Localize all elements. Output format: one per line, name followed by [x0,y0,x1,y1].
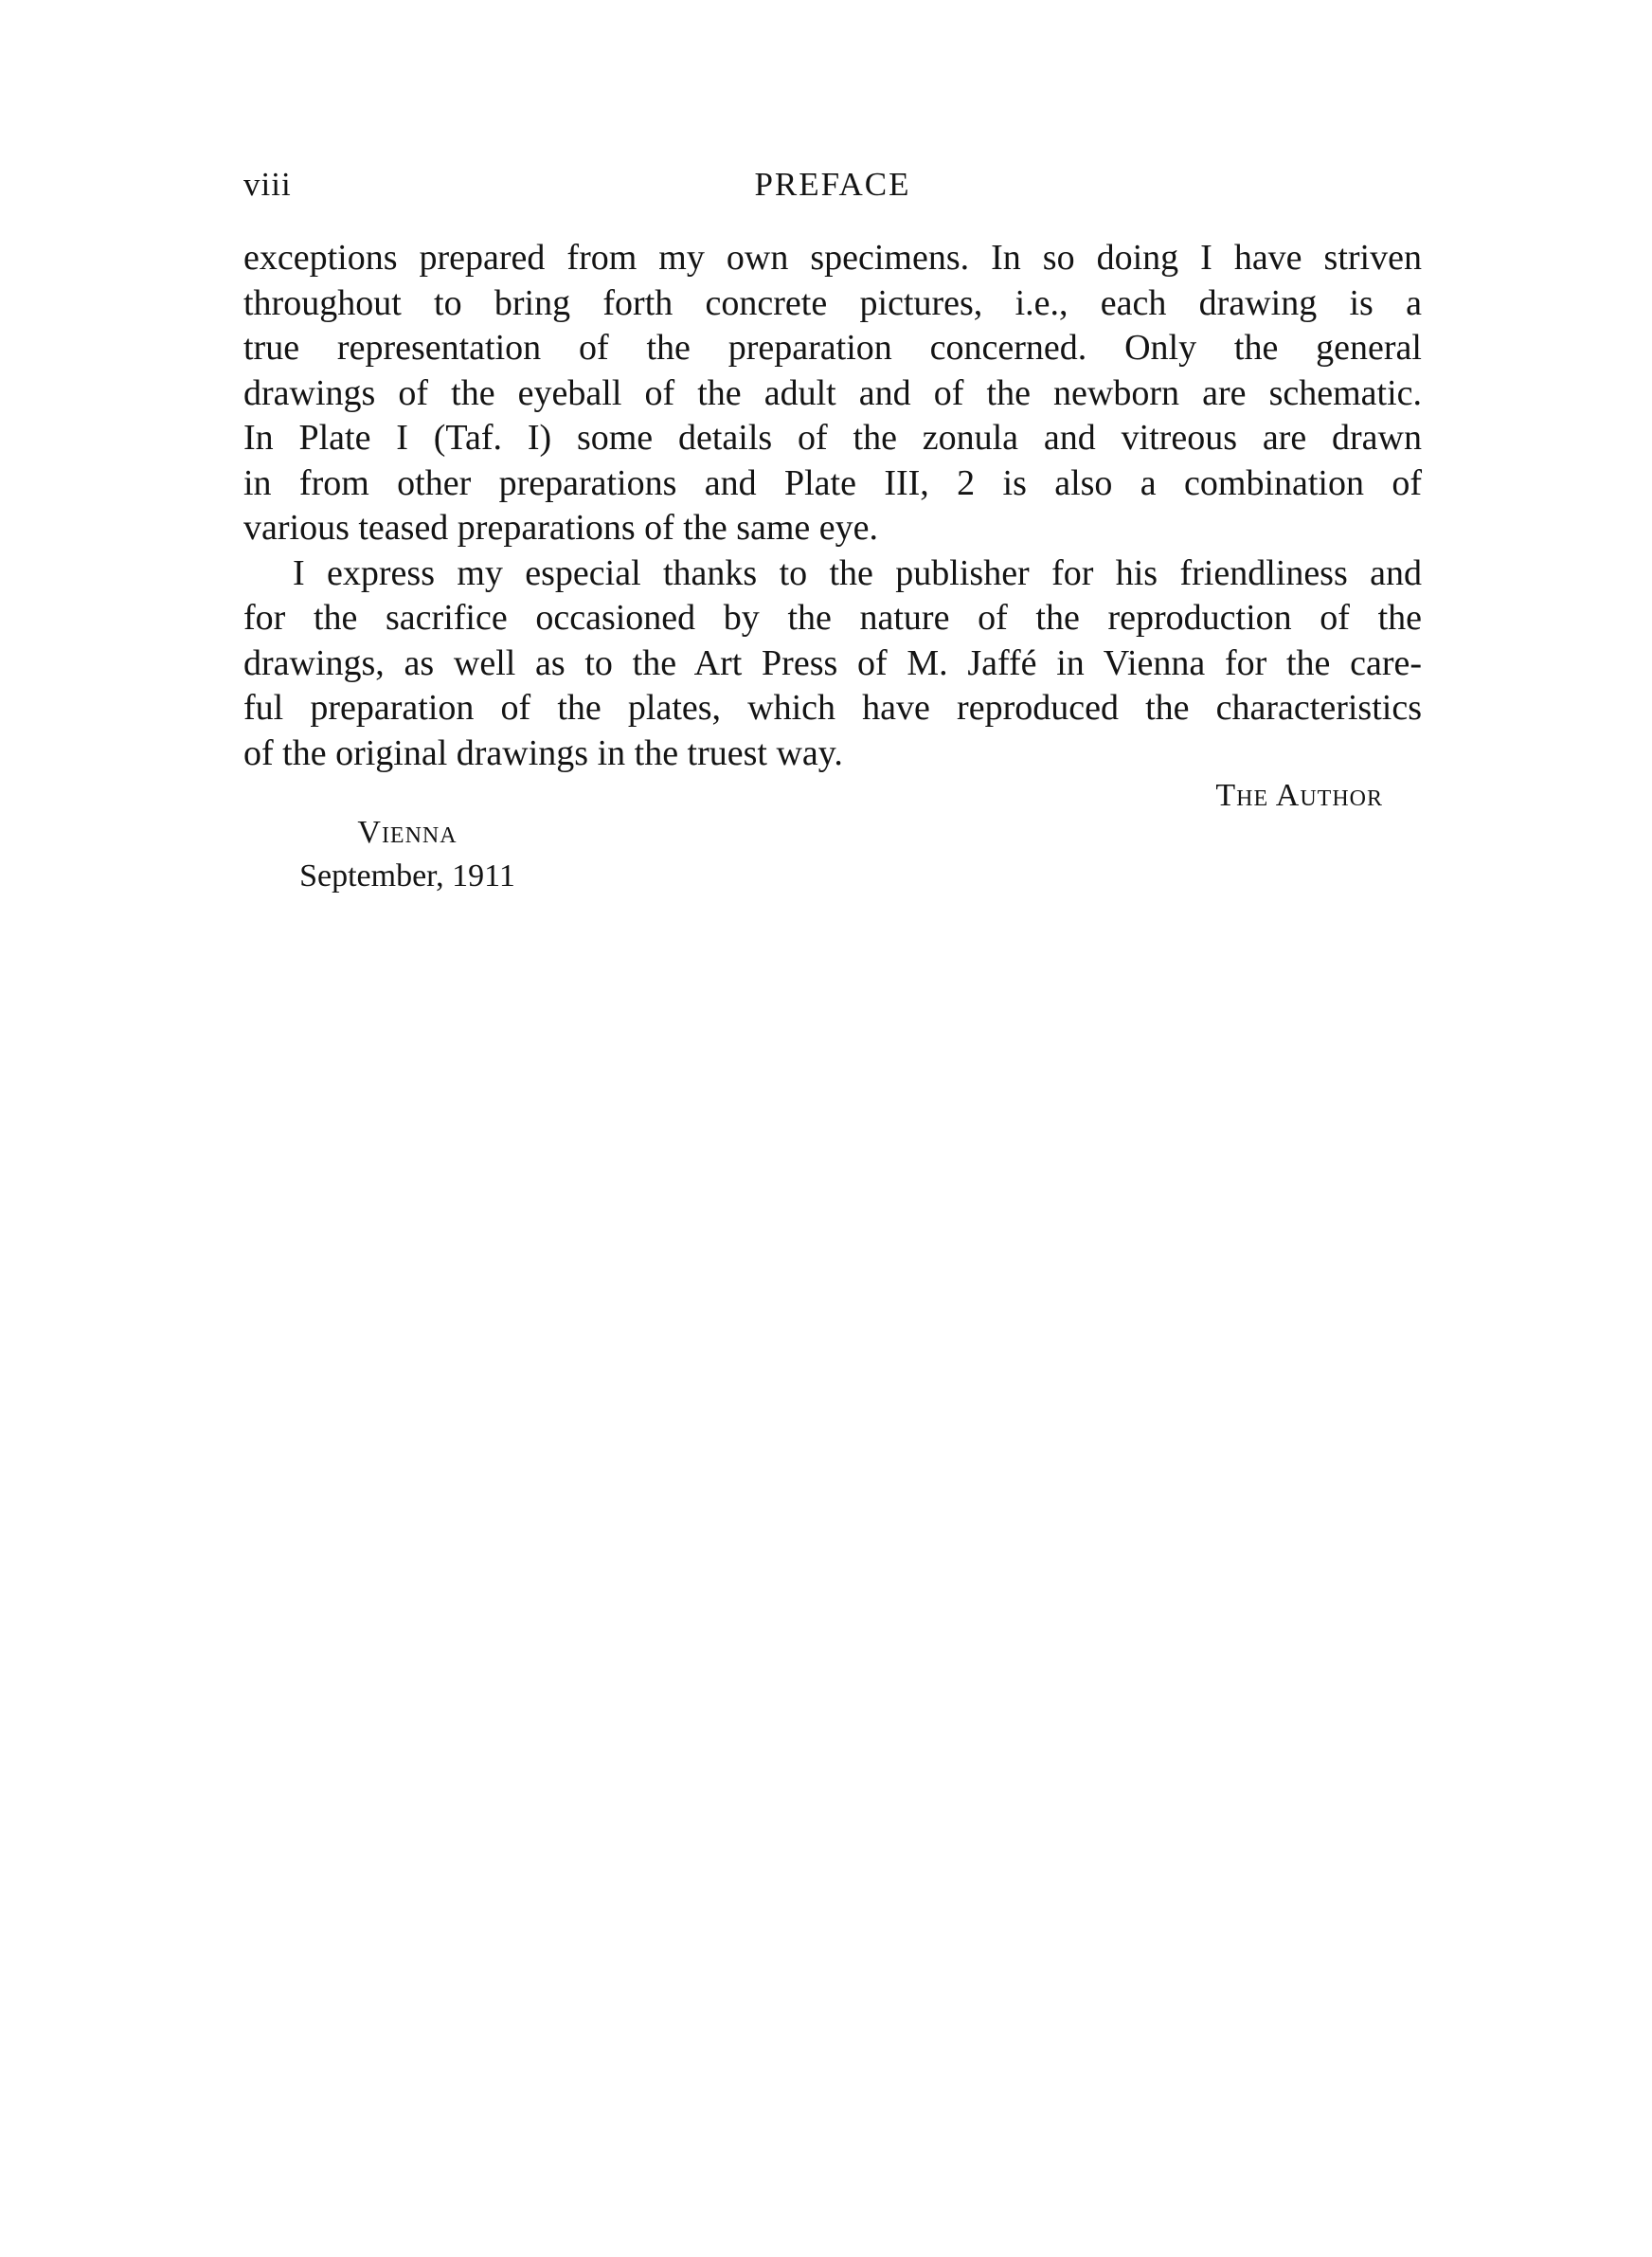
text-line: In Plate I (Taf. I) some details of the zonula and vitreous are drawn [243,418,1422,458]
place-date-block [275,811,540,898]
text-line: drawings of the eyeball of the adult and of the newborn are schematic. [243,372,1422,413]
text-line: exceptions prepared from my own specimens. In so doing I have striven [243,238,1422,278]
preface-body [243,236,1422,776]
text-line: drawings, as well as to the Art Press of M. Jaffé in Vienna for the care- [243,642,1422,683]
text-line: ful preparation of the plates, which have reproduced the characteristics [243,688,1422,728]
text-line: throughout to bring forth concrete pictures, i.e., each drawing is a [243,282,1422,323]
date-line: September, 1911 [299,858,515,894]
page-number: viii [243,166,292,203]
text-line: true representation of the preparation concerned. Only the general [243,328,1422,368]
running-head [243,161,1422,208]
text-line: various teased preparations of the same eye. [243,508,879,548]
text-line: I express my especial thanks to the publisher for his friendliness and [293,552,1422,593]
author-signature: The Author [1215,778,1383,813]
text-line: in from other preparations and Plate III, 2 is also a combination of [243,462,1422,503]
paragraph-1 [243,236,1422,551]
text-line: of the original drawings in the truest way. [243,732,843,773]
page-title: PREFACE [754,166,911,203]
paragraph-2 [243,551,1422,777]
place-line: Vienna [357,815,458,850]
text-line: for the sacrifice occasioned by the nature of the reproduction of the [243,598,1422,638]
